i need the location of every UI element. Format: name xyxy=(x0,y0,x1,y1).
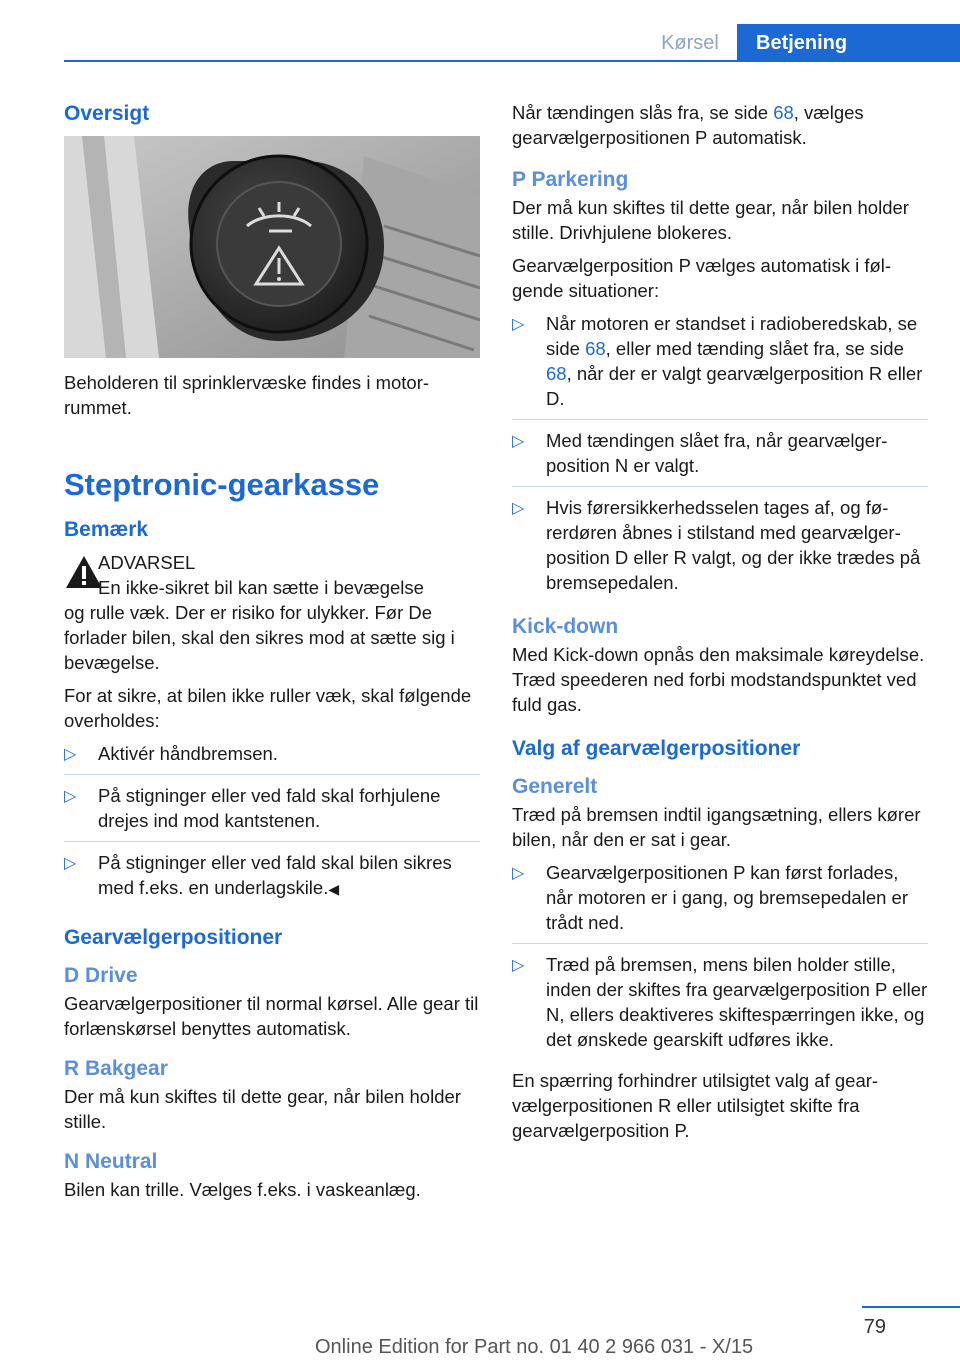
tab-betjening[interactable]: Betjening xyxy=(737,24,960,62)
lock-text: En spærring forhindrer utilsigtet valg af gearvælgerpositionen R eller utilsigtet skifte fra gearvælgerposition P. xyxy=(512,1070,879,1141)
bullet-triangle-icon: ▷ xyxy=(512,500,525,517)
bullet-triangle-icon: ▷ xyxy=(64,746,77,763)
kick-down-text: Med Kick-down opnås den maksimale køreydelse. Træd speederen ned forbi modstandspunktet ved fuld gas. xyxy=(512,644,925,715)
generelt-text: Træd på bremsen indtil igangsætning, ellers kører bilen, når den er sat i gear. xyxy=(512,804,921,850)
d-drive-heading: D Drive xyxy=(64,964,138,987)
bullet-triangle-icon: ▷ xyxy=(64,855,77,872)
tab-korsel[interactable]: Kørsel xyxy=(661,31,719,54)
n-neutral-heading: N Neutral xyxy=(64,1150,158,1173)
footer-rule xyxy=(862,1306,960,1308)
end-mark-icon: ◀ xyxy=(328,881,340,897)
page-number: 79 xyxy=(863,1316,886,1338)
kick-down-heading: Kick-down xyxy=(512,615,619,638)
bullet-triangle-icon: ▷ xyxy=(512,865,525,882)
list-item: ▷ På stigninger eller ved fald skal forhjulene drejes ind mod kantstenen. xyxy=(64,783,480,842)
secure-list xyxy=(64,741,480,910)
bullet-triangle-icon: ▷ xyxy=(64,788,77,805)
generelt-list xyxy=(512,860,928,1060)
gear-positions-heading: Gearvælgerpositioner xyxy=(64,926,283,949)
page-link[interactable]: 68 xyxy=(585,338,606,359)
secure-intro: For at sikre, at bilen ikke ruller væk, skal følgende overholdes: xyxy=(64,685,472,731)
list-item: ▷ Med tændingen slået fra, når gearvælgerposition N er valgt. xyxy=(512,428,928,487)
p-parking-auto-text: Gearvælgerposition P vælges automatisk i følgende situationer: xyxy=(512,255,892,301)
oversigt-heading: Oversigt xyxy=(64,102,150,125)
right-column xyxy=(512,100,928,1151)
p-parking-list xyxy=(512,311,928,603)
intro-text: Når tændingen slås fra, se side 68, vælges gearvælgerpositionen P automatisk. xyxy=(512,102,864,148)
valg-heading: Valg af gearvælgerpositioner xyxy=(512,737,801,760)
list-item: ▷ Når motoren er standset i radioberedskab, se side 68, eller med tænding slået fra, se side 68, når der er valgt gearvælgerposition R eller D. xyxy=(512,311,928,420)
page-link[interactable]: 68 xyxy=(773,102,794,123)
chapter-title: Steptronic-gearkasse xyxy=(64,467,380,502)
n-neutral-text: Bilen kan trille. Vælges f.eks. i vaskeanlæg. xyxy=(64,1179,421,1200)
bullet-triangle-icon: ▷ xyxy=(512,433,525,450)
r-reverse-heading: R Bakgear xyxy=(64,1057,168,1080)
warning-triangle-icon xyxy=(64,554,104,590)
list-item: ▷ Træd på bremsen, mens bilen holder stille, inden der skiftes fra gearvælgerposition P eller N, ellers deaktiveres skiftespærringen ikke, og det ønskede gearskift udføres ikke. xyxy=(512,954,928,1050)
generelt-heading: Generelt xyxy=(512,775,598,798)
left-column xyxy=(64,100,480,1210)
washer-fluid-cap-photo xyxy=(64,136,480,358)
edition-text: Online Edition for Part no. 01 40 2 966 031 - X/15 xyxy=(315,1336,754,1358)
d-drive-text: Gearvælgerpositioner til normal kørsel. Alle gear til forlænskørsel benyttes automatisk. xyxy=(64,993,479,1039)
list-item: ▷ Aktivér håndbremsen. xyxy=(64,741,480,775)
warning-first-line: En ikke-sikret bil kan sætte i bevægelse xyxy=(98,577,424,598)
warning-title: ADVARSEL xyxy=(98,552,196,573)
bemaerk-heading: Bemærk xyxy=(64,518,149,541)
bullet-triangle-icon: ▷ xyxy=(512,316,525,333)
page-link[interactable]: 68 xyxy=(546,363,567,384)
photo-caption: Beholderen til sprinklervæske findes i motorrummet. xyxy=(64,372,430,418)
list-item: ▷ Hvis førersikkerhedsselen tages af, og førerdøren åbnes i stilstand med gearvælgerposition D eller R valgt, og der ikke trædes på bremsepedalen. xyxy=(512,497,921,593)
p-parking-text: Der må kun skiftes til dette gear, når bilen holder stille. Drivhjulene blokeres. xyxy=(512,197,909,243)
warning-text: og rulle væk. Der er risiko for ulykker. Før De forlader bilen, skal den sikres mod at sætte sig i bevægelse. xyxy=(64,602,455,673)
bullet-triangle-icon: ▷ xyxy=(512,957,525,974)
list-item: ▷ På stigninger eller ved fald skal bilen sikres med f.eks. en underlagskile.◀ xyxy=(64,852,452,898)
list-item: ▷ Gearvælgerpositionen P kan først forlades, når motoren er i gang, og bremsepedalen er trådt ned. xyxy=(512,860,928,944)
r-reverse-text: Der må kun skiftes til dette gear, når bilen holder stille. xyxy=(64,1086,461,1132)
p-parking-heading: P Parkering xyxy=(512,168,629,191)
warning-box xyxy=(64,550,480,675)
